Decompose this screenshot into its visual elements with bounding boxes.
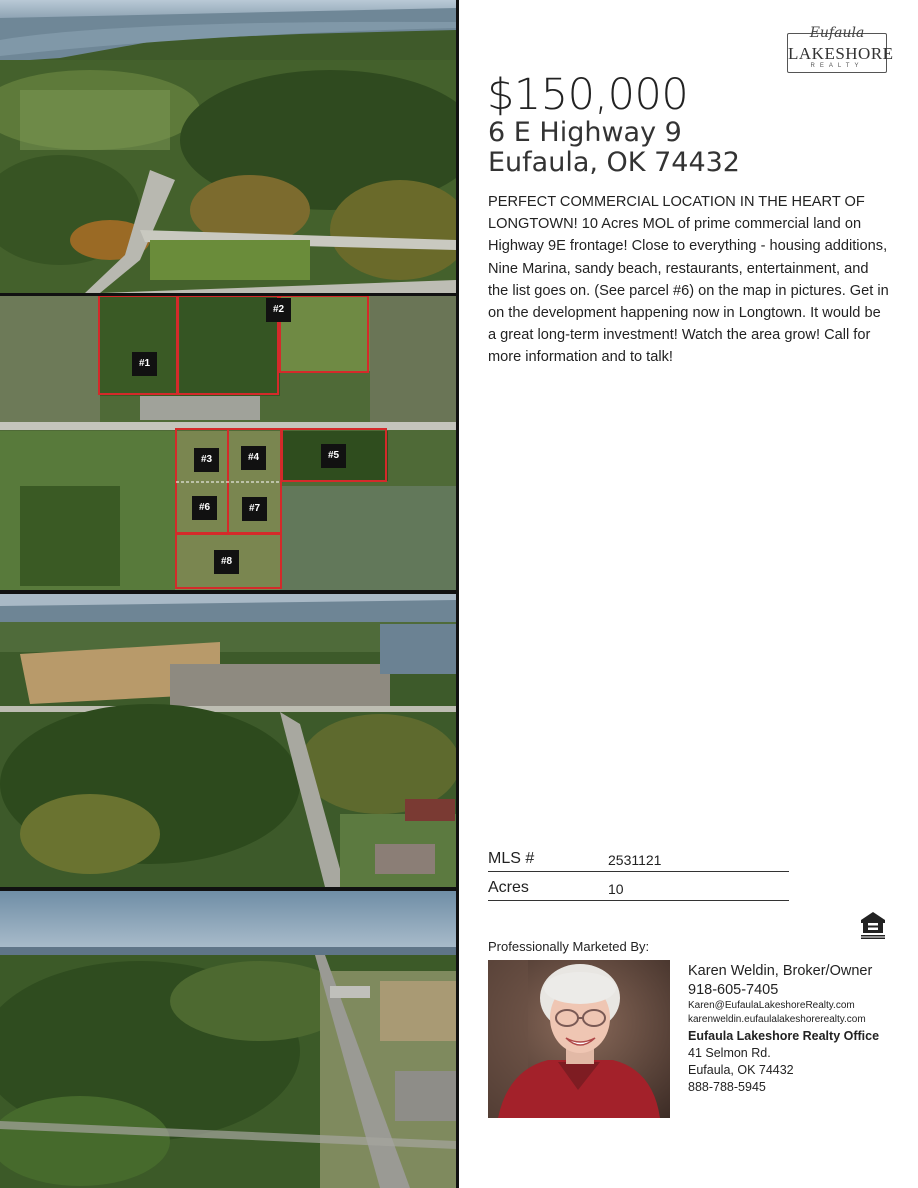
logo-script-text: Eufaula [809, 25, 865, 41]
detail-row-mls [488, 850, 789, 872]
agent-name: Karen Weldin, Broker/Owner [688, 963, 873, 979]
listing-price: $150,000 [487, 70, 689, 120]
logo-main-text: LAKESHORE [788, 44, 894, 63]
detail-row-acres [488, 879, 789, 901]
detail-value: 10 [608, 881, 624, 897]
column-divider [456, 0, 459, 1188]
aerial-photo-town [0, 594, 456, 887]
parcel-label: #3 [194, 448, 219, 472]
parcel-label: #2 [266, 298, 291, 322]
logo-sub-text: REALTY [810, 63, 864, 69]
aerial-photo-highway [0, 891, 456, 1188]
parcel-label: #6 [192, 496, 217, 520]
parcel-label: #4 [241, 446, 266, 470]
address-line-2: Eufaula, OK 74432 [488, 147, 740, 178]
agent-contact-block [688, 962, 908, 1096]
aerial-photo-lake [0, 0, 456, 293]
office-street: 41 Selmon Rd. [688, 1046, 771, 1060]
parcel-label: #8 [214, 550, 239, 574]
address-line-1: 6 E Highway 9 [488, 117, 682, 148]
detail-label: Acres [488, 879, 529, 896]
listing-description: PERFECT COMMERCIAL LOCATION IN THE HEART OF LONGTOWN! 10 Acres MOL of prime commercial land on Highway 9E frontage! Close to everything - housing additions, Nine Marina, sandy beach, restaurants, entertainment, and the list goes on. (See parcel #6) on the map in pictures. Get in on the development happening now in Longtown. It would be a great long-term investment! Watch the area grow! Call for more information and to talk! [488, 194, 889, 366]
detail-label: MLS # [488, 850, 535, 867]
parcel-label: #5 [321, 444, 346, 468]
realtor-logo [787, 25, 894, 73]
office-city: Eufaula, OK 74432 [688, 1063, 794, 1077]
marketed-by-label: Professionally Marketed By: [488, 939, 650, 954]
parcel-label: #7 [242, 497, 267, 521]
parcel-map-photo [0, 296, 456, 590]
photo-column [0, 0, 458, 1188]
agent-email[interactable]: Karen@EufaulaLakeshoreRealty.com [688, 1000, 855, 1011]
equal-housing-opportunity-icon [859, 910, 887, 940]
parcel-label: #1 [132, 352, 157, 376]
agent-phone[interactable]: 918-605-7405 [688, 982, 779, 998]
office-name: Eufaula Lakeshore Realty Office [688, 1029, 880, 1043]
agent-photo [488, 960, 670, 1118]
office-phone[interactable]: 888-788-5945 [688, 1080, 766, 1094]
agent-website[interactable]: karenweldin.eufaulalakeshorerealty.com [688, 1014, 866, 1025]
detail-value: 2531121 [608, 852, 662, 868]
